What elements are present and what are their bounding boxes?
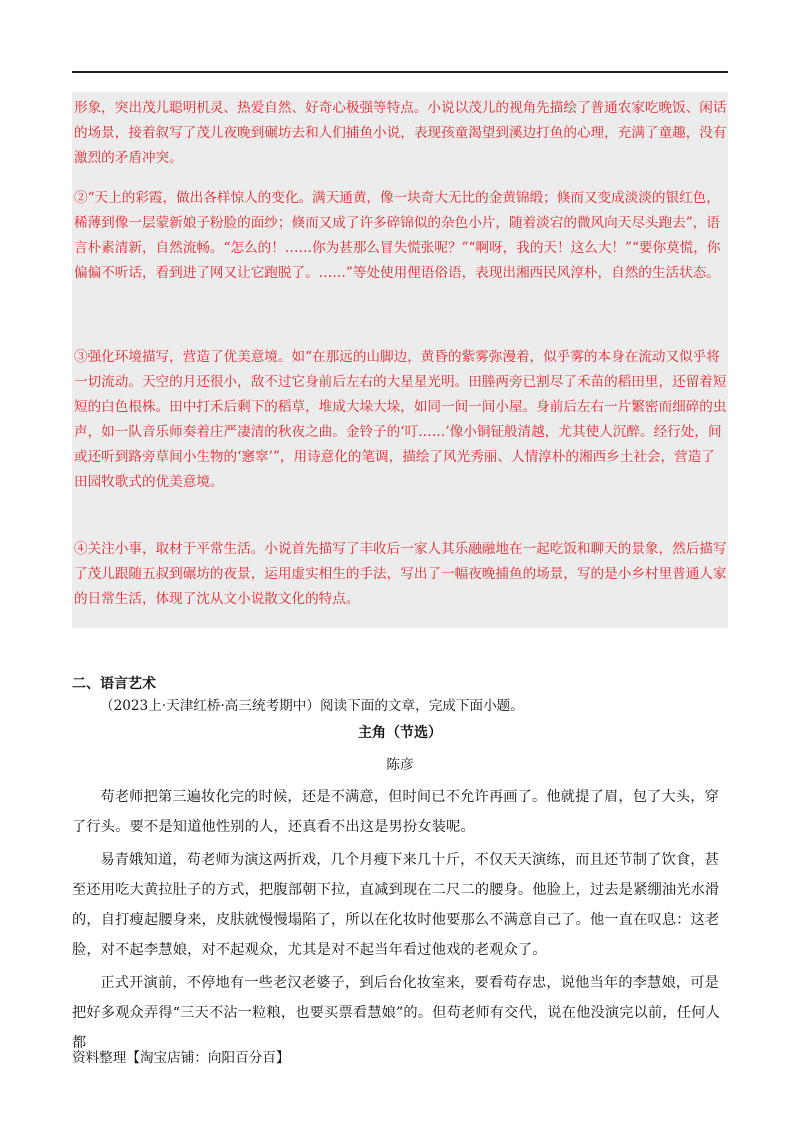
footer-text: 资料整理【淘宝店铺：向阳百分百】: [72, 1050, 290, 1066]
section-heading: 二、语言艺术: [72, 676, 156, 692]
answer-paragraph-4: ④关注小事，取材于平常生活。小说首先描写了丰收后一家人其乐融融地在一起吃饭和聊天的景象，然后描写了茂儿跟随五叔到碾坊的夜景，运用虚实相生的手法，写出了一幅夜晚捕鱼的场景，写的是小乡村里普通人家的日常生活，体现了沈从文小说散文化的特点。: [74, 541, 727, 607]
story-paragraph-1: 苟老师把第三遍妆化完的时候，还是不满意，但时间已不允许再画了。他就提了眉，包了大头，穿了行头。要不是知道他性别的人，还真看不出这是男扮女装呢。: [72, 789, 720, 835]
story-title: 主角（节选）: [358, 725, 442, 741]
question-source: （2023上·天津红桥·高三统考期中）阅读下面的文章，完成下面小题。: [100, 698, 524, 714]
story-paragraph-2: 易青娥知道，苟老师为演这两折戏，几个月瘦下来几十斤，不仅天天演练，而且还节制了饮食，甚至还用吃大黄拉肚子的方式，把腹部朝下拉，直减到现在二尺二的腰身。他脸上，过去是紧绷油光水滑的，自打瘦起腰身来，皮肤就慢慢塌陷了，所以在化妆时他要那么不满意自己了。他一直在叹息：这老脸，对不起李慧娘，对不起观众，尤其是对不起当年看过他戏的老观众了。: [72, 852, 720, 958]
answer-paragraph-3: ③强化环境描写，营造了优美意境。如“在那远的山脚边，黄昏的紫雾弥漫着，似乎雾的本身在流动又似乎将一切流动。天空的月还很小，敌不过它身前后左右的大星星光明。田塍两旁已割尽了禾苗的稻田里，还留着短短的白色根株。田中打禾后剩下的稻草，堆成大垛大垛，如同一间一间小屋。身前后左右一片繁密而细碎的虫声，如一队音乐师奏着庄严凄清的秋夜之曲。金铃子的‘叮……’像小铜钲般清越，尤其使人沉醉。经行处，间或还听到路旁草间小生物的‘窸窣’”，用诗意化的笔调，描绘了风光秀丽、人情淳朴的湘西乡土社会，营造了田园牧歌式的优美意境。: [74, 349, 727, 490]
answer-paragraph-1: 形象，突出茂儿聪明机灵、热爱自然、好奇心极强等特点。小说以茂儿的视角先描绘了普通农家吃晚饭、闲话的场景，接着叙写了茂儿夜晚到碾坊去和人们捕鱼小说，表现孩童渴望到溪边打鱼的心理，充满了童趣，没有激烈的矛盾冲突。: [74, 100, 727, 166]
story-paragraph-3: 正式开演前，不停地有一些老汉老婆子，到后台化妆室来，要看苟存忠，说他当年的李慧娘，可是把好多观众弄得“三天不沾一粒粮，也要买票看慧娘”的。但苟老师有交代，说在他没演完以前，任何人都: [72, 975, 720, 1051]
top-rule: [72, 71, 728, 73]
story-author: 陈彦: [386, 757, 414, 773]
answer-paragraph-2: ②“天上的彩霞，做出各样惊人的变化。满天通黄，像一块奇大无比的金黄锦缎；倏而又变成淡淡的银红色，稀薄到像一层蒙新娘子粉脸的面纱；倏而又成了许多碎锦似的杂色小片，随着淡宕的微风向天尽头跑去”，语言朴素清新，自然流畅。“怎么的！……你为甚那么冒失慌张呢？”“啊呀，我的天！这么大！”“要你莫慌，你偏偏不听话，看到进了网又让它跑脱了。……”等处使用俚语俗语，表现出湘西民风淳朴，自然的生活状态。: [74, 190, 721, 281]
